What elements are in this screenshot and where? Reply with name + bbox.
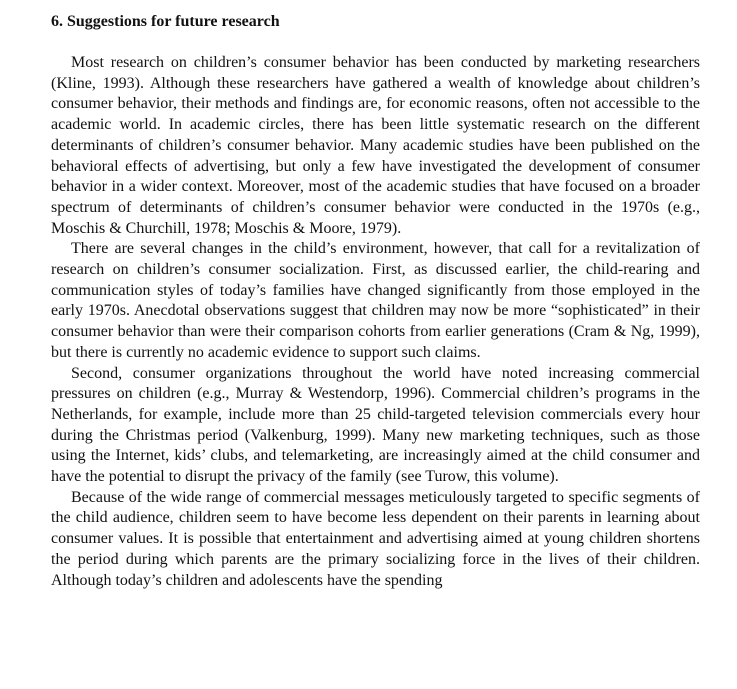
section-heading: 6. Suggestions for future research [51,13,280,30]
paragraph-3: Second, consumer organizations throughout the world have noted increasing commercial pressures on children (e.g., Murray & Westendorp, 1996). Commercial children’s programs in the Netherlands, for example, include more than 25 child-targeted television commercials every hour during the Christmas period (Valkenburg, 1999). Many new marketing techniques, such as those using the Internet, kids’ clubs, and telemarketing, are increasingly aimed at the child consumer and have the potential to disrupt the privacy of the family (see Turow, this volume). [51,364,700,486]
paragraph-2: There are several changes in the child’s environment, however, that call for a revitalization of research on children’s consumer socialization. First, as discussed earlier, the child-rearing and communication styles of today’s families have changed significantly from those employed in the early 1970s. Anecdotal observations suggest that children may now be more “sophisticated” in their consumer behavior than were their comparison cohorts from earlier generations (Cram & Ng, 1999), but there is currently no academic evidence to support such claims. [51,240,700,361]
paragraph-4: Because of the wide range of commercial messages meticulously targeted to specific segments of the child audience, children seem to have become less dependent on their parents in learning about consumer values. It is possible that entertainment and advertising aimed at young children shortens the period during which parents are the primary socializing force in the lives of their children. Although today’s children and adolescents have the spending [51,488,700,589]
paragraph-1: Most research on children’s consumer behavior has been conducted by marketing researchers (Kline, 1993). Although these researchers have gathered a wealth of knowledge about children’s consumer behavior, their methods and findings are, for economic reasons, often not accessible to the academic world. In academic circles, there has been little systematic research on the different determinants of children’s consumer behavior. Many academic studies have been published on the behavioral effects of advertising, but only a few have investigated the development of consumer behavior in a wider context. Moreover, most of the academic studies that have focused on a broader spectrum of determinants of children’s consumer behavior were conducted in the 1970s (e.g., Moschis & Churchill, 1978; Moschis & Moore, 1979). [51,54,700,237]
document-page [51,12,700,591]
